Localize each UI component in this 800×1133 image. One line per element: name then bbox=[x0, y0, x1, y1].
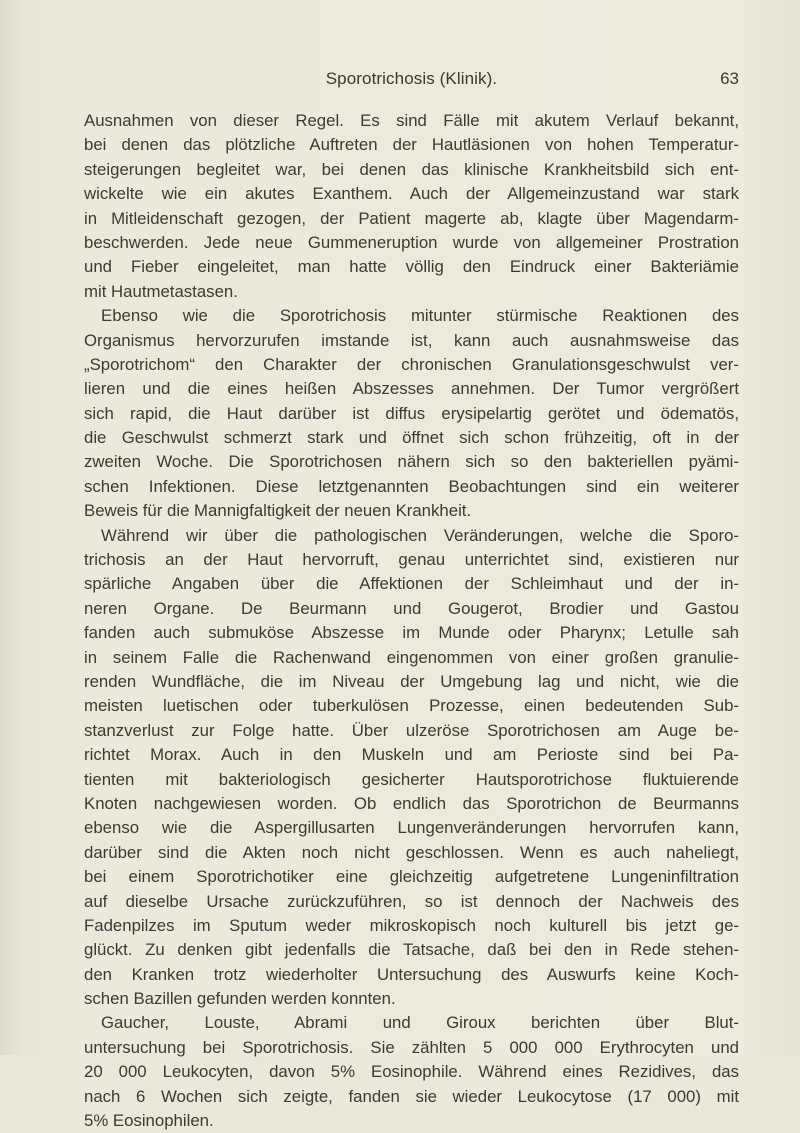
text-line: „Sporotrichom“ den Charakter der chronischen Granulationsgeschwulst ver- bbox=[84, 354, 739, 374]
text-line: nach 6 Wochen sich zeigte, fanden sie wieder Leukocytose (17 000) mit bbox=[84, 1086, 739, 1106]
text-line: Beweis für die Mannigfaltigkeit der neuen Krankheit. bbox=[84, 501, 472, 521]
text-line: trichosis an der Haut hervorruft, genau unterrichtet sind, existieren nur bbox=[84, 550, 739, 570]
text-line: die Geschwulst schmerzt stark und öffnet sich schon frühzeitig, oft in der bbox=[84, 428, 739, 448]
text-line: in seinem Falle die Rachenwand eingenommen von einer großen granulie- bbox=[84, 647, 739, 667]
text-line: Ausnahmen von dieser Regel. Es sind Fälle mit akutem Verlauf bekannt, bbox=[84, 111, 739, 130]
text-line: den Kranken trotz wiederholter Untersuchung des Auswurfs keine Koch- bbox=[84, 964, 739, 984]
text-line: renden Wundfläche, die im Niveau der Umgebung lag und nicht, wie die bbox=[84, 671, 739, 691]
text-line: sich rapid, die Haut darüber ist diffus erysipelartig gerötet und ödematös, bbox=[84, 403, 739, 423]
text-line: steigerungen begleitet war, bei denen das klinische Krankheitsbild sich ent- bbox=[84, 159, 739, 179]
text-line: tienten mit bakteriologisch gesicherter Hautsporotrichose fluktuierende bbox=[84, 769, 739, 789]
text-line: untersuchung bei Sporotrichosis. Sie zählten 5 000 000 Erythrocyten und bbox=[84, 1037, 739, 1057]
text-line: Während wir über die pathologischen Veränderungen, welche die Sporo- bbox=[101, 525, 739, 545]
text-line: stanzverlust zur Folge hatte. Über ulzeröse Sporotrichosen am Auge be- bbox=[84, 720, 739, 740]
text-line: meisten luetischen oder tuberkulösen Prozesse, einen bedeutenden Sub- bbox=[84, 696, 739, 716]
text-line: Knoten nachgewiesen worden. Ob endlich das Sporotrichon de Beurmanns bbox=[84, 793, 739, 813]
text-line: in Mitleidenschaft gezogen, der Patient magerte ab, klagte über Magendarm- bbox=[84, 208, 739, 228]
text-line: neren Organe. De Beurmann und Gougerot, Brodier und Gastou bbox=[84, 598, 739, 618]
text-line: darüber sind die Akten noch nicht geschlossen. Wenn es auch naheliegt, bbox=[84, 842, 739, 862]
text-line: schen Bazillen gefunden werden konnten. bbox=[84, 989, 396, 1009]
text-line: spärliche Angaben über die Affektionen der Schleimhaut und der in- bbox=[84, 574, 739, 594]
text-line: richtet Morax. Auch in den Muskeln und am Perioste sind bei Pa- bbox=[84, 745, 739, 765]
text-line: zweiten Woche. Die Sporotrichosen nähern sich so den bakteriellen pyämi- bbox=[84, 452, 739, 472]
text-line: ebenso wie die Aspergillusarten Lungenveränderungen hervorrufen kann, bbox=[84, 818, 739, 838]
text-line: lieren und die eines heißen Abszesses annehmen. Der Tumor vergrößert bbox=[84, 379, 739, 399]
body-text bbox=[84, 109, 739, 1133]
text-line: beschwerden. Jede neue Gummeneruption wurde von allgemeiner Prostration bbox=[84, 232, 739, 252]
text-line: glückt. Zu denken gibt jedenfalls die Tatsache, daß bei den in Rede stehen- bbox=[84, 940, 739, 960]
text-line: Organismus hervorzurufen imstande ist, kann auch ausnahmsweise das bbox=[84, 330, 739, 350]
running-title: Sporotrichosis (Klinik). bbox=[325, 69, 498, 88]
text-line: fanden auch submuköse Abszesse im Munde oder Pharynx; Letulle sah bbox=[84, 623, 739, 643]
text-line: mit Hautmetastasen. bbox=[84, 281, 238, 301]
text-line: bei denen das plötzliche Auftreten der Hautläsionen von hohen Temperatur- bbox=[84, 135, 739, 155]
text-line: Fadenpilzes im Sputum weder mikroskopisch noch kulturell bis jetzt ge- bbox=[84, 915, 739, 935]
text-line: 5% Eosinophilen. bbox=[84, 1111, 214, 1131]
text-line: auf dieselbe Ursache zurückzuführen, so ist dennoch der Nachweis des bbox=[84, 891, 739, 911]
text-line: Ebenso wie die Sporotrichosis mitunter stürmische Reaktionen des bbox=[101, 306, 739, 326]
text-line: 20 000 Leukocyten, davon 5% Eosinophile. Während eines Rezidives, das bbox=[84, 1062, 739, 1082]
text-line: bei einem Sporotrichotiker eine gleichzeitig aufgetretene Lungeninfiltration bbox=[84, 867, 739, 887]
running-header bbox=[84, 69, 739, 91]
text-line: und Fieber eingeleitet, man hatte völlig den Eindruck einer Bakteriämie bbox=[84, 257, 739, 277]
text-line: wickelte wie ein akutes Exanthem. Auch der Allgemeinzustand war stark bbox=[84, 184, 739, 204]
text-line: Gaucher, Louste, Abrami und Giroux berichten über Blut- bbox=[101, 1013, 739, 1033]
page-number: 63 bbox=[720, 69, 739, 88]
text-line: schen Infektionen. Diese letztgenannten Beobachtungen sind ein weiterer bbox=[84, 476, 739, 496]
